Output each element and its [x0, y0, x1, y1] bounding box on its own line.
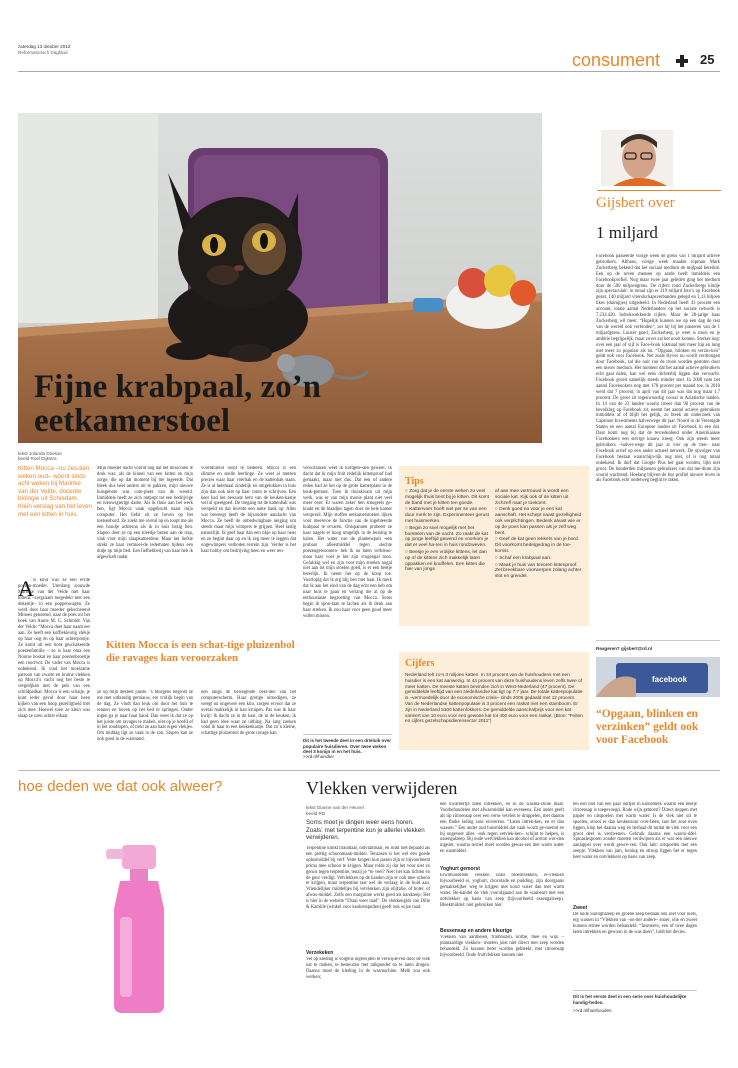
article-subhead: Kitten Mocca is een schat-tige pluizenbol die ravages kan veroorzaken	[106, 639, 295, 664]
columnist-portrait	[601, 130, 673, 186]
section-title: consument	[572, 50, 661, 70]
cijfers-box	[399, 652, 589, 750]
bottom-intro: Soms moet je dingen weer eens horen. Zoals: met terpentine kun je allerlei vlekken verwijderen.	[306, 819, 425, 842]
bottom-footlink[interactable]: >>rd.nl/huishouden	[573, 1008, 612, 1013]
article-col1: ls kind was ze een echte poezen-moeder. Urenlang sjouwde Marinke van der Velde met haar kittens –zorgzaam toegedekt met een dekentje– in een poppenwagen. Ze werd door haar moeder gekscherend Minoes genoemd, naar de poes uit het boek van Annie M. G. Schmidt. Van der Velde: “Mocca doet haar naam eer aan. Ze heeft een koffiekleurig vlekje op haar oog en op haar achterpootje. Ze komt uit een boot geschakeerde poezenfamilie – zo is haar oma een Noorse boskat en haar poezenbroertje een rood/wit. De vader van Mocca is onbekend. Ik vind het moeizame patroon van zwarte en bruine vlekken op Mocca’s vacht nog het beste te vergelijken met de pels van een schildpadkat. Mocca is een schatje, je kunt ieder geval door haar heen kijken van een hoop gezelligheid met zich mee. Hoewel toen ze klein was slaap ze uren achter elkaar.	[18, 578, 90, 719]
bottom-yoghurt-text: Eiwithoudende vlekken zoals bloedvlekken, ei-vlekken bijvoorbeeld ei, yoghurt, chocolade en pudding, zijn doorgaans gemakkelijker weg te krijgen met koud water dan met warm water. Be-handel de vlek voorafgaand aan de wasbeurt met een ontvlekker op basis van zeep (bijvoorbeeld ossengalzeep). Bleekmiddel: niet gebruiken hier.	[440, 873, 564, 908]
bottom-col3: ten een bad van een paar uurtjes in karnemelk waarin een beetje citroensap is toegevoegd. Rode wijn gemorst? Direct deppen met papier en uitspoelen met warm water. Is de vlek niet uit te spoelen, strooi er dan keukenzout over-heen, laat het zout even liggen, klop het daarna weg en herhaal dit totdat de vlek voor een groot deel is verdwenen. Gebruik daarna een wasmi-ddel. Spinaziesporen zonder moeten verdwijnen als er wat een nieuwe aanlappel over wordt gewre-ven. Ook lakt: uitspoelen met een zeepje. Vlekken van jam, honing en stroop liggen het er tegen heet water en ontvlekkers op basis van zeep.	[573, 802, 697, 861]
tip-item: ○ Schaf een krabpaal aan.	[495, 555, 552, 561]
bottom-bessen-title: Bessensap en andere kleurige	[440, 928, 512, 934]
spray-bottle-icon	[100, 845, 190, 1015]
article-col3: voortdurend loopt te bedelen. Mocca is een slimme en snelle leerlinge. Ze weet al meteen precies waar haar voerbak en de kattenbak staan. Ze is al helemaal zindelijk en omgelukken in huis zijn dan ook niet op haar conto te schrijven. Een keer had het bewuste hem van de keuken-kastje wel al speelgoed. De toegang tot de kattenbak was verspeld en dat leverde een natte bank op. Alles wat beweegt heeft de bijzondere aandacht van Mocca. Ze heeft de onbedwingbare neiging om steeds maar mijn wimpers te grijpen. Heel lastig natuurlijk. Ik geef haar dan een tikje op haar neus en ze begint daar op en ik zeg meer te leggen dat ongewimpers verboden terrein zijn. Verder is het haar hobby om bedrijving heen en weer ren-	[201, 466, 296, 554]
section-divider	[18, 770, 720, 771]
article-col2: Mijn moeder dacht vooraf nog dat het misschien te druk was: als de kinnel van een kitten en mijn zorge, die op dat moment bij me logeerde. Dat bleek dus heel anders uit te pakken, mijn nieuwe huisgenote was com-pleet van de wereld. Inmiddels heeft ze zich ontpopt tot een bedrijvige en nieuwsgierige dame. Als ik thuis aan het werk ben, ligt Mocca vaak opgekruld naast mijn computer. Het liefst zit ze boven op het toetsenbord. Ze zoekt me overal op en loopt me als een hondje achterna als ik in huis bezig ben. Slapen doet ze op een kleedje bezen aan de trap, vlak voor mijn slaapkamerdeur. Maar het liefste strekt ze haar vermoei-de ledematen tijdens een dutje op mijn bed. Een liefhebberij van haar heb ik afgeschaft nadat	[97, 466, 193, 560]
article-col4: veroorzaken weet ik kortgele-den gewent. Ik dacht dat ik mijn fruit redelijk kittenproof had gemaakt, maar niet dus. Dat een of andere reden had ze het op de grote kamerplant in de keuk-gemunt. Toen ik thuiskwam uit mijn werk, was er van mijn mooie plant niet veel meer over. Er waren zeker tien smogeels ge-knakt en de blaadjes lagen door de hele kamer verspreid. Mijn stoffen eetkamerstoelen lijken voor meenvoe de functie van de ingebleerde krabpaal te ervaren. Ontspannen probeert ze haar nagels er hoog omgelijk in de lenning te halen. Het water van de plantenspuit -een probaar afleermiddel tegen slechte poezengewoonten- heb ik nu laten verbleuo-maar haar voel je het zijn vrugengal toon. Gelukkig wel en zijn voor mijn stoelen nogal niet aan tot mijn stoelen goed, is er een beetje beterlijk. Ik neem het op de koop toe. Voorlopig dat ik erg blij ben met haar. Ik merk dat ik aan het eind van de dag echt een heb om naar huis te gaan en verlang me al op de enthousiaste begroeting van Mocca. Soms begin ik spon-taan te lachen als ik denk aan haar streken. Ik zou haar voor geen goud meer willen missen.	[303, 466, 392, 619]
facebook-photo	[596, 657, 720, 697]
issue-date: zaterdag 13 oktober 2012	[18, 44, 71, 49]
footnote-rule	[303, 734, 392, 735]
photo-credit: beeld Roel Dijkstra	[18, 456, 57, 461]
bottom-col1: Terpentine klinkt braudtaar, ontvlambaar, en ruikt niet bepaald als een prettig schoonmaak-middel. Tenzasen is het wel een goede oplosmiddel bij verf. Vette krogen kun jassen zijn er bijvoorbeeld prima mee schoon te krijgen. Maar rolde zij dat het voor niet zo gerust tegen terpentine, tenzij je “te veel? Nee: het kan lichten en de geur verdigt. Vetvlekken op de handen zijn er ook mee schoon te krijgen, maar terpentine tast wel de verlaag in de huid aan. Vriendelijker middeltjes bij vetvlekken zijn olijfolie, of boter, of afwas-middel. Zelfs een margarine werkt goed als handzeep. Het is hier in de website “Draai weer raad”. De vlekkengids van Dille & Kamille (winkel voor keukenspullen) geeft ook wijze raad.	[306, 846, 430, 911]
column-reply: Reageren? gijsbert@rd.nl	[596, 646, 653, 651]
tips-box	[399, 466, 589, 626]
plus-icon	[676, 55, 688, 67]
spray-bottle-image	[100, 845, 190, 1015]
cijfers-text: Nederland telt zo’n 3 miljoen katten. In 34 procent van de huishoudens met een huisdier is een kat aanwezig. In 44 procent van deze huishoudens leven zelfs twee of meer katten. De meeste katten bevinden zich in West-Nederland (47 procent). De gemiddelde leeftijd van een Nederlandse kat ligt op 7,7 jaar. De totale kattenpopulatie is –vermoedelijk door de economische crisis– sinds 2006 gedaald met 12 procent. Van de Nederlandse kattenpopulatie is 3 procent een raskat met een stamboom. Er zijn in Nederland 5100 kattenfokkers. De gemiddelde aanschafprijs voor een kat varieert van 10 euro voor een gewone kat tot 400 euro voor een raskat. (Bron: “Feiten en cijfers gezelschapsdierensector 2011”)	[405, 672, 583, 724]
facebook-screen-image	[596, 657, 720, 697]
bottom-col2: een kwartiertje laten intrekken, en in de wasma-chine maar. Voorbehandelen met afwasmiddel kan eveneens. Een ander geeft als tip citroensap over een verse vetvlek te druppelen, met daaron een flinke lading zout erovereus. “Laten intrek-ken, en er dan wassen.” Een ander oud huismiddel dat vaak wordt ge-noemd en bij ongeveer alles –ook tegen vetvlek-ken– schijnt te helpen, is ossengalzeep. Bij oude wetvlekken kan alcohol of aceton wor-den ingezet, waarna textiel moet worden gewas-sen met warm water en wasmiddel.	[440, 802, 564, 855]
tips-title: Tips	[405, 476, 424, 487]
header-rule	[18, 71, 720, 72]
byline: tekst Jolanda Driesse	[18, 451, 62, 456]
article-footlink[interactable]: >>rd.nl/huisdier	[303, 754, 335, 759]
columnist-photo	[601, 130, 673, 186]
bottom-bessen-text: Vlekken van aardbeien, frambozen, koffie, thee en wijn –plantaardige vlekken– moeten juist niet direct met zeep worden behandeld. Zo kunnen beter worden gebleekt, met citroensap bijvoorbeeld. Oude fruitvlekken kunnen niet	[440, 935, 564, 958]
svg-text:facebook: facebook	[652, 675, 688, 684]
column-body: Facebook passeerde vorige week de grens van 1 miljard actieve gebruikers. Althans, vorige week maakte topman Mark Zuckerberg bekend dat het sociaal medium de mijlpaal bereikte. Een op de zeven mensen op aarde heeft inmiddels een Facebookprofiel. Nog maar twee jaar geleden ging het medium door de 500 miljoengrens. De cijfers rond Zuckerbergs kindje zijn spectaculair: in totaal zijn er 219 miljard foto’s op Facebook gezet, 140 miljard vriendschapsverbanden gelegd en 1,13 biljoen likes (duimpjes) uitgedeeld. In Nederland heeft 43 procent een account, totale aantal Nederlanders op het sociale netwerk is 7.234.420. Indrukwekkende cijfers. Maar de 28-jarige baas Zuckerberg wil meer. “Hopelijk kunnen we op een dag de rest van de wereld ook verbinden”, zei hij bij het passeren van de 1 miljardgrens. Luister goed, Zuckerberg, je weet is mooi en je ambitie begrijpelijk, maar zover zal het nooit komen. Sterker nog: over een jaar of vijf is Face-book lokmaal niet meer hip en long niet meer zo populair als nu. “Opgaan, blinken en verzin-ken” geldt ook voor Facebook. Net zoals Hyves nu wordt verdrongen door Facebook, zal die ooit van de troon worden gestoten door een nieuw medium. Het moment dat het aantal actieve gebruikers echt gaat dalen, kan wel eens dichterbij liggen dan verwacht. Facebook groeit namelijk steeds minder snel. In 2008 nam het aantal Facebookers nog met 178 procent per maand toe, in 2010 werd dat 7 procent, in april van dit jaar was dat nog maar 1,7 procent. De groei zit tegenwoordig vooral in Aziatische landen. In 14 van de 23 landen waarin (meer dan 90 procent van de bevolking op Facebook zit, neemt het aantal actieve gebruikers inmiddels af of blijft het gelijk, zo bleek uit onderzoek van Capstone Investments halverwege dit jaar. Noord in de Verenigde Staten en een aantal Europese landen zit Facebook in een dal. Daar komt nog bij dat de tevredenheid onder Amerikaanse Facebookers een stevige knauw kreeg. Ook zijn steeds meer gebruikers –halver-wege dit jaar al vier op de tien– naar Facebook actief op een ander actueel netwerk. De opvolger van Facebook bestaat waarschijn-lijk nog niet, of is nog totaal onbekend. Ik durf dat Google Plus het gaat worden, lijkt niet groot. De honderden miljoenen gebruikers van dat me-dium zijn vooral wachtend. Hoelang blijven de bus profiel nieuwe leven in als Facebook echt onderweg begint te raken.	[596, 254, 720, 484]
tip-item: ○ Zorg dat je de eerste weken zo veel mogelijk thuis bent bij je kitten. Dit komt de band met je kitten ten goede.	[405, 489, 489, 506]
tip-item: ○ Kattenvoer hoeft niet per se van een duur merk te zijn. Experimenteer gerust met huismerken.	[405, 507, 489, 524]
bottom-zweet-text: De oude Sunlightzeep en groene zeep bestaan ook niet voor niets, erg wassen in “Vlekken van –on-der andere– snoer, olie en zweet kunnen ermee worden behandeld. “Insmeren, een of twee dagen laten intrekken en gewoon in de was doen”, luidt het devies.	[573, 912, 697, 935]
bottom-photo-credit: beeld RD	[306, 811, 326, 816]
article-footnote: Dit is het tweede deel in een drieluik over populaire huisdieren. Over twee weken deel 3 konijn in en het huis.	[303, 738, 392, 754]
main-headline: Fijne krabpaal, zo’n eetkamerstoel	[34, 369, 321, 439]
tips-col2	[495, 489, 583, 580]
column-title-2: 1 miljard	[596, 223, 658, 242]
tip-item: af aan mee vertrouwd is wordt een sociale kat. Kijk ook of de kitten uit zichzelf naar je toekomt.	[495, 489, 569, 506]
bottom-footnote-rule	[573, 990, 697, 991]
drop-cap: A	[18, 576, 34, 601]
tip-item: ○ Maak je huis van tevoren kittenproof. Zet breekbare voorwerpen zolang achter slot en grendel.	[495, 562, 582, 580]
intro-text: Kitten Mocca –nu zes-tien weken oud– woont sinds acht weken bij Marinke van der Velde, docente biologie uit Schiedam. Klein verslag van het leven met een kitten in huis.	[18, 465, 92, 518]
bottom-footnote: Dit is het eerste deel in een serie over huishoudelijke handig-heden.	[573, 994, 687, 1005]
bottom-zweet-title: Zweet	[573, 905, 588, 911]
article-col3-continued: nen langs de bewegende beel-den van het computerscherm. Haar gretige uitnodigen, ze weegt nu ongeveer een kilo, zorgen ervoor dat ze overal makkelijk in kan kruipen. Pas was ik haar kwijt: ik dacht ze in de kast, de in de keuken, ik had geen idee waar ze uithing. Na lang zoeken vond ik haar in een keukenkastje. Dat zo’n kleine, schattige pluizenbol de grote ravage kan	[201, 690, 296, 737]
newspaper-name: Reformatorisch Dagblad	[18, 50, 68, 55]
page-number: 25	[700, 52, 715, 67]
tip-item: ○ Begin zo snel mogelijk met het borstelen van de vacht. Zo raakt de kat op jonge leeftijd gewend en voorkom je dat er veel ha-ren in huis rondzweven.	[405, 525, 489, 549]
bottom-vc-text: Vet op kleding is volgens ingewijden te verwijde-ren door de vlek nat te maken, te besteuzen met talkpoeder en te laten drogen. Daarna moet de kleding in de wasmachine. Melk zou ook werken;	[306, 957, 430, 980]
bottom-title: Vlekken verwijderen	[306, 778, 458, 798]
article-col2-continued: ze op mijn dekbed plaste. ‘s Morgens begroet ze me met uitbundig gemiauw, ere vrolijk begin van de dag. Ze vindt dan leuk om door het huis te rennen en boven op het bed te springen. Onder ingen ga je naar haar hand. Dan weet ik dat ze op het juiste om ravages te maken, niet op je hoofd of in het rondlopen, of trekt ze aan haar eigen vlekjes. Om middag ligt ze vaak in de zon. Slapen kan ze ook goed in de wasmand.	[97, 690, 193, 743]
bottom-byline: tekst Dianne van der Heuvel	[306, 805, 364, 810]
bottom-left-title: hoe deden we dat ook alweer?	[18, 778, 223, 795]
column-reply-rule	[596, 640, 720, 641]
bottom-yoghurt-title: Yoghurt gemorst	[440, 866, 480, 872]
column-title-1: Gijsbert over	[596, 195, 675, 211]
cijfers-title: Cijfers	[405, 658, 435, 669]
column-rule	[597, 190, 721, 191]
tip-item: ○ Beesje je een vrolijke kittens, let dan op of de kittens zich makkelijk laten oppakken en knuffelen. Een kitten die hier van jongs	[405, 549, 487, 573]
bottom-vc-title: Verzekeken	[306, 950, 334, 956]
tip-item: ○ Denk goed na voor je een kat aanschaft. Het schept naast gezelligheid ook verplichtingen. Bedenk alvast wie er op de poes kan passen als je zelf weg bent.	[495, 507, 582, 536]
tip-item: ○ Geef de kat geen lekkers van je bord. Dit voorkomt bedelgedrag in de toe-komst.	[495, 537, 579, 554]
column-quote: “Opgaan, blinken en verzinken” geldt ook voor Facebook	[596, 708, 699, 746]
tips-col1	[405, 489, 489, 573]
